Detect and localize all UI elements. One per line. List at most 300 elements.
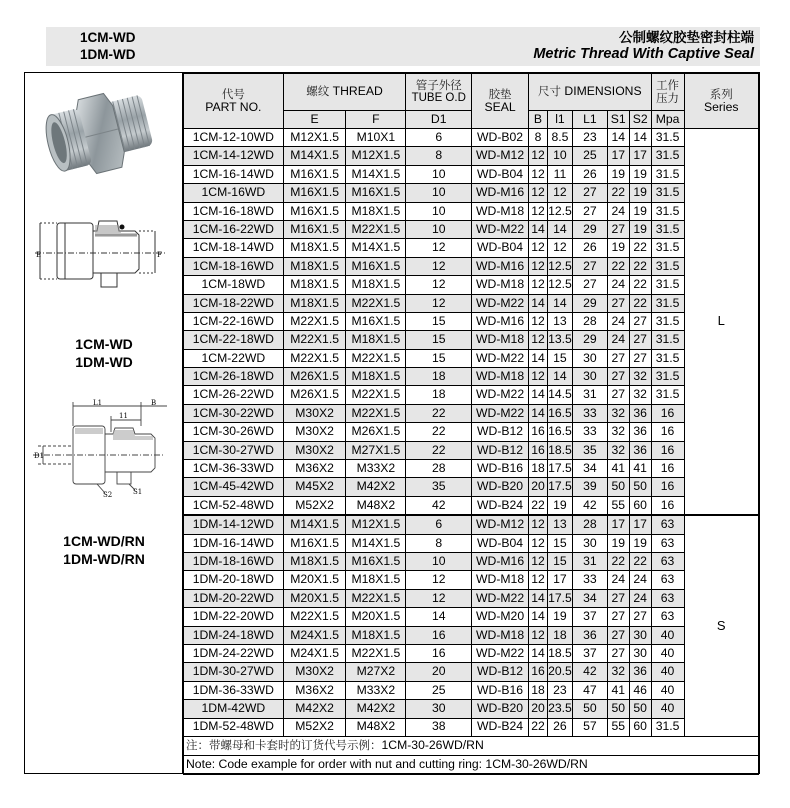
table-row bbox=[184, 644, 759, 662]
table-row bbox=[184, 608, 759, 626]
cell-dim-l1: 57 bbox=[572, 718, 607, 736]
cell-dim-s1: 27 bbox=[607, 644, 629, 662]
cell-thread-f: M27X1.5 bbox=[346, 441, 406, 459]
cell-dim-l1-small: 17.5 bbox=[547, 478, 572, 496]
cell-dim-l1: 31 bbox=[572, 386, 607, 404]
table-row bbox=[184, 257, 759, 275]
table-row bbox=[184, 441, 759, 459]
cell-thread-f: M48X2 bbox=[346, 496, 406, 515]
cell-dim-l1-small: 18 bbox=[547, 626, 572, 644]
cell-thread-f: M22X1.5 bbox=[346, 220, 406, 238]
cell-dim-s1: 19 bbox=[607, 534, 629, 552]
cell-thread-f: M22X1.5 bbox=[346, 589, 406, 607]
cell-thread-f: M18X1.5 bbox=[346, 571, 406, 589]
cell-thread-e: M26X1.5 bbox=[283, 368, 346, 386]
cell-pressure-mpa: 31.5 bbox=[651, 239, 684, 257]
cell-dim-s1: 41 bbox=[607, 681, 629, 699]
cell-part-no: 1DM-16-14WD bbox=[184, 534, 284, 552]
cell-seal: WD-M16 bbox=[472, 257, 529, 275]
cell-tube-d1: 12 bbox=[406, 276, 472, 294]
cell-part-no: 1CM-36-33WD bbox=[184, 460, 284, 478]
cell-thread-f: M26X1.5 bbox=[346, 423, 406, 441]
cell-dim-s1: 32 bbox=[607, 423, 629, 441]
spec-sheet bbox=[24, 72, 760, 774]
cell-dim-b: 12 bbox=[529, 202, 548, 220]
cell-dim-b: 12 bbox=[529, 368, 548, 386]
cell-tube-d1: 12 bbox=[406, 294, 472, 312]
cell-pressure-mpa: 31.5 bbox=[651, 147, 684, 165]
cell-dim-s2: 46 bbox=[629, 681, 651, 699]
cell-dim-l1: 39 bbox=[572, 478, 607, 496]
cell-dim-l1: 30 bbox=[572, 534, 607, 552]
cell-tube-d1: 30 bbox=[406, 700, 472, 718]
cell-dim-s2: 50 bbox=[629, 700, 651, 718]
model-codes bbox=[80, 29, 136, 63]
cell-dim-l1-small: 15 bbox=[547, 534, 572, 552]
header-dimensions: 尺寸 DIMENSIONS bbox=[529, 74, 652, 111]
cell-thread-e: M12X1.5 bbox=[283, 129, 346, 147]
table-row bbox=[184, 700, 759, 718]
cell-dim-s2: 30 bbox=[629, 644, 651, 662]
table-row bbox=[184, 220, 759, 238]
cell-dim-b: 12 bbox=[529, 239, 548, 257]
drawing-caption-wd: 1CM-WD 1DM-WD bbox=[75, 336, 133, 370]
cell-thread-f: M16X1.5 bbox=[346, 312, 406, 330]
subheader-l1-small: l1 bbox=[547, 111, 572, 129]
table-row bbox=[184, 460, 759, 478]
cell-pressure-mpa: 31.5 bbox=[651, 184, 684, 202]
cell-pressure-mpa: 63 bbox=[651, 552, 684, 570]
cell-pressure-mpa: 63 bbox=[651, 571, 684, 589]
cell-thread-e: M16X1.5 bbox=[283, 165, 346, 183]
cell-thread-f: M14X1.5 bbox=[346, 534, 406, 552]
cell-pressure-mpa: 31.5 bbox=[651, 220, 684, 238]
subheader-s1: S1 bbox=[607, 111, 629, 129]
cell-dim-s2: 17 bbox=[629, 515, 651, 534]
cell-thread-e: M22X1.5 bbox=[283, 331, 346, 349]
cell-dim-s2: 50 bbox=[629, 478, 651, 496]
cell-dim-l1-small: 13.5 bbox=[547, 331, 572, 349]
cell-dim-l1: 30 bbox=[572, 349, 607, 367]
cell-dim-s2: 19 bbox=[629, 184, 651, 202]
cell-pressure-mpa: 63 bbox=[651, 534, 684, 552]
cell-pressure-mpa: 16 bbox=[651, 460, 684, 478]
cell-pressure-mpa: 16 bbox=[651, 478, 684, 496]
cell-dim-l1-small: 12 bbox=[547, 239, 572, 257]
table-row bbox=[184, 294, 759, 312]
cell-dim-s1: 55 bbox=[607, 718, 629, 736]
cell-dim-l1: 27 bbox=[572, 184, 607, 202]
cell-thread-f: M18X1.5 bbox=[346, 368, 406, 386]
cell-thread-e: M30X2 bbox=[283, 404, 346, 422]
cell-tube-d1: 10 bbox=[406, 165, 472, 183]
cell-dim-s1: 50 bbox=[607, 700, 629, 718]
cell-tube-d1: 10 bbox=[406, 220, 472, 238]
cell-pressure-mpa: 31.5 bbox=[651, 276, 684, 294]
cell-dim-l1: 27 bbox=[572, 202, 607, 220]
cell-thread-f: M27X2 bbox=[346, 663, 406, 681]
cell-part-no: 1CM-26-18WD bbox=[184, 368, 284, 386]
cell-dim-l1: 27 bbox=[572, 257, 607, 275]
cell-dim-l1-small: 23.5 bbox=[547, 700, 572, 718]
table-row bbox=[184, 626, 759, 644]
cell-dim-b: 18 bbox=[529, 460, 548, 478]
cell-thread-e: M52X2 bbox=[283, 718, 346, 736]
cell-dim-l1-small: 12 bbox=[547, 184, 572, 202]
cell-thread-f: M18X1.5 bbox=[346, 331, 406, 349]
cell-dim-l1-small: 16.5 bbox=[547, 404, 572, 422]
cell-part-no: 1DM-24-22WD bbox=[184, 644, 284, 662]
cell-thread-f: M20X1.5 bbox=[346, 608, 406, 626]
cell-part-no: 1CM-18-16WD bbox=[184, 257, 284, 275]
cell-part-no: 1CM-18WD bbox=[184, 276, 284, 294]
cell-pressure-mpa: 31.5 bbox=[651, 257, 684, 275]
table-row bbox=[184, 534, 759, 552]
cell-dim-s1: 41 bbox=[607, 460, 629, 478]
table-row bbox=[184, 276, 759, 294]
cell-part-no: 1DM-14-12WD bbox=[184, 515, 284, 534]
cell-dim-b: 16 bbox=[529, 663, 548, 681]
cell-dim-l1: 26 bbox=[572, 165, 607, 183]
cell-tube-d1: 10 bbox=[406, 202, 472, 220]
cell-seal: WD-M22 bbox=[472, 220, 529, 238]
cell-dim-s1: 50 bbox=[607, 478, 629, 496]
cell-thread-f: M16X1.5 bbox=[346, 257, 406, 275]
cell-dim-l1: 26 bbox=[572, 239, 607, 257]
cell-thread-f: M22X1.5 bbox=[346, 294, 406, 312]
cell-dim-l1-small: 14 bbox=[547, 294, 572, 312]
cell-tube-d1: 35 bbox=[406, 478, 472, 496]
dimensions-table bbox=[183, 73, 759, 775]
cell-thread-e: M36X2 bbox=[283, 681, 346, 699]
subheader-s2: S2 bbox=[629, 111, 651, 129]
model-code: 1DM-WD bbox=[80, 47, 136, 62]
cell-dim-l1-small: 12.5 bbox=[547, 257, 572, 275]
cell-thread-e: M18X1.5 bbox=[283, 239, 346, 257]
cell-pressure-mpa: 40 bbox=[651, 663, 684, 681]
cell-dim-s1: 24 bbox=[607, 571, 629, 589]
cell-tube-d1: 20 bbox=[406, 663, 472, 681]
product-title bbox=[533, 29, 754, 63]
subheader-l1: L1 bbox=[572, 111, 607, 129]
cell-dim-l1: 35 bbox=[572, 441, 607, 459]
cell-thread-f: M42X2 bbox=[346, 700, 406, 718]
table-row bbox=[184, 331, 759, 349]
cell-dim-s2: 27 bbox=[629, 608, 651, 626]
cell-pressure-mpa: 40 bbox=[651, 644, 684, 662]
cell-thread-e: M20X1.5 bbox=[283, 589, 346, 607]
cell-tube-d1: 15 bbox=[406, 331, 472, 349]
cell-dim-s2: 36 bbox=[629, 423, 651, 441]
cell-dim-b: 12 bbox=[529, 257, 548, 275]
cell-seal: WD-B20 bbox=[472, 700, 529, 718]
cell-part-no: 1DM-42WD bbox=[184, 700, 284, 718]
cell-dim-s2: 30 bbox=[629, 626, 651, 644]
cell-dim-l1-small: 12.5 bbox=[547, 276, 572, 294]
cell-seal: WD-M18 bbox=[472, 368, 529, 386]
cell-dim-s1: 17 bbox=[607, 515, 629, 534]
cell-dim-l1: 31 bbox=[572, 552, 607, 570]
cell-dim-l1: 28 bbox=[572, 312, 607, 330]
cell-thread-e: M16X1.5 bbox=[283, 534, 346, 552]
cell-pressure-mpa: 16 bbox=[651, 404, 684, 422]
svg-text:S1: S1 bbox=[133, 488, 143, 496]
cell-pressure-mpa: 31.5 bbox=[651, 386, 684, 404]
cell-dim-s2: 22 bbox=[629, 257, 651, 275]
cell-dim-s2: 14 bbox=[629, 129, 651, 147]
header-series: 系列 Series bbox=[684, 74, 759, 129]
cell-thread-f: M18X1.5 bbox=[346, 626, 406, 644]
cell-part-no: 1CM-16-22WD bbox=[184, 220, 284, 238]
svg-text:B: B bbox=[151, 399, 157, 407]
table-row bbox=[184, 681, 759, 699]
cell-dim-s2: 41 bbox=[629, 460, 651, 478]
cell-thread-e: M22X1.5 bbox=[283, 608, 346, 626]
note-chinese: 注：带螺母和卡套时的订货代号示例：1CM-30-26WD/RN bbox=[184, 736, 759, 755]
cell-tube-d1: 12 bbox=[406, 571, 472, 589]
cell-dim-b: 12 bbox=[529, 147, 548, 165]
cell-seal: WD-B12 bbox=[472, 423, 529, 441]
table-row bbox=[184, 404, 759, 422]
cell-tube-d1: 22 bbox=[406, 423, 472, 441]
cell-seal: WD-B16 bbox=[472, 460, 529, 478]
cell-thread-e: M18X1.5 bbox=[283, 276, 346, 294]
cell-tube-d1: 6 bbox=[406, 129, 472, 147]
cell-thread-f: M14X1.5 bbox=[346, 165, 406, 183]
cell-dim-s1: 19 bbox=[607, 165, 629, 183]
header-tube-od: 管子外径 TUBE O.D bbox=[406, 74, 472, 111]
cell-dim-s2: 19 bbox=[629, 165, 651, 183]
cell-part-no: 1CM-16-14WD bbox=[184, 165, 284, 183]
svg-text:D1: D1 bbox=[34, 452, 45, 460]
cell-seal: WD-B04 bbox=[472, 165, 529, 183]
cell-seal: WD-B02 bbox=[472, 129, 529, 147]
svg-text:F: F bbox=[157, 251, 162, 259]
cell-seal: WD-M22 bbox=[472, 386, 529, 404]
cell-dim-l1: 28 bbox=[572, 515, 607, 534]
cell-dim-s2: 36 bbox=[629, 441, 651, 459]
cell-dim-b: 8 bbox=[529, 129, 548, 147]
cell-tube-d1: 22 bbox=[406, 441, 472, 459]
cell-dim-l1-small: 12.5 bbox=[547, 202, 572, 220]
cell-thread-e: M45X2 bbox=[283, 478, 346, 496]
cell-thread-f: M18X1.5 bbox=[346, 202, 406, 220]
cell-dim-l1-small: 14 bbox=[547, 220, 572, 238]
subheader-mpa: Mpa bbox=[651, 111, 684, 129]
cell-seal: WD-M22 bbox=[472, 644, 529, 662]
cell-thread-e: M22X1.5 bbox=[283, 312, 346, 330]
cell-pressure-mpa: 63 bbox=[651, 608, 684, 626]
cell-seal: WD-M12 bbox=[472, 147, 529, 165]
cell-thread-e: M30X2 bbox=[283, 663, 346, 681]
cell-pressure-mpa: 16 bbox=[651, 496, 684, 515]
table-row bbox=[184, 478, 759, 496]
cell-thread-f: M22X1.5 bbox=[346, 644, 406, 662]
cell-thread-e: M16X1.5 bbox=[283, 202, 346, 220]
note-row-english bbox=[184, 755, 759, 774]
cell-dim-l1: 23 bbox=[572, 129, 607, 147]
cell-seal: WD-B04 bbox=[472, 239, 529, 257]
cell-dim-s2: 32 bbox=[629, 368, 651, 386]
cell-dim-l1: 33 bbox=[572, 423, 607, 441]
cell-dim-s2: 19 bbox=[629, 202, 651, 220]
cell-dim-l1: 25 bbox=[572, 147, 607, 165]
cell-dim-l1-small: 15 bbox=[547, 552, 572, 570]
image-column bbox=[25, 73, 183, 773]
cell-thread-f: M16X1.5 bbox=[346, 184, 406, 202]
cell-dim-s2: 36 bbox=[629, 404, 651, 422]
cell-dim-l1: 29 bbox=[572, 331, 607, 349]
cell-pressure-mpa: 31.5 bbox=[651, 294, 684, 312]
cell-part-no: 1DM-24-18WD bbox=[184, 626, 284, 644]
cell-dim-s2: 22 bbox=[629, 294, 651, 312]
cell-part-no: 1CM-52-48WD bbox=[184, 496, 284, 515]
title-chinese: 公制螺纹胶垫密封柱端 bbox=[619, 30, 754, 45]
cell-thread-f: M12X1.5 bbox=[346, 147, 406, 165]
cell-pressure-mpa: 63 bbox=[651, 515, 684, 534]
cell-thread-f: M16X1.5 bbox=[346, 552, 406, 570]
cell-tube-d1: 10 bbox=[406, 184, 472, 202]
cell-dim-l1-small: 15 bbox=[547, 349, 572, 367]
svg-text:S2: S2 bbox=[103, 491, 113, 498]
cell-dim-s1: 55 bbox=[607, 496, 629, 515]
cross-section-drawing-icon bbox=[35, 213, 170, 293]
table-row bbox=[184, 552, 759, 570]
cell-dim-s1: 22 bbox=[607, 257, 629, 275]
cell-dim-s2: 19 bbox=[629, 220, 651, 238]
cell-dim-l1: 37 bbox=[572, 644, 607, 662]
cell-dim-l1: 29 bbox=[572, 220, 607, 238]
svg-text:L1: L1 bbox=[93, 399, 103, 407]
cell-dim-s2: 19 bbox=[629, 534, 651, 552]
cell-dim-b: 12 bbox=[529, 626, 548, 644]
cell-seal: WD-B12 bbox=[472, 441, 529, 459]
subheader-f: F bbox=[346, 111, 406, 129]
cell-dim-b: 14 bbox=[529, 349, 548, 367]
cell-dim-s1: 24 bbox=[607, 276, 629, 294]
cell-dim-s2: 22 bbox=[629, 552, 651, 570]
table-row bbox=[184, 202, 759, 220]
cell-dim-l1-small: 23 bbox=[547, 681, 572, 699]
title-english: Metric Thread With Captive Seal bbox=[533, 46, 754, 62]
cell-dim-s1: 27 bbox=[607, 220, 629, 238]
fitting-photo-icon bbox=[43, 81, 161, 181]
cell-dim-l1: 33 bbox=[572, 404, 607, 422]
cell-dim-l1: 36 bbox=[572, 626, 607, 644]
cell-pressure-mpa: 63 bbox=[651, 589, 684, 607]
cell-pressure-mpa: 31.5 bbox=[651, 129, 684, 147]
cell-thread-e: M52X2 bbox=[283, 496, 346, 515]
cell-seal: WD-M18 bbox=[472, 571, 529, 589]
cell-thread-f: M22X1.5 bbox=[346, 386, 406, 404]
cell-dim-s1: 27 bbox=[607, 349, 629, 367]
cell-dim-b: 12 bbox=[529, 331, 548, 349]
cell-dim-l1: 47 bbox=[572, 681, 607, 699]
cell-dim-l1: 33 bbox=[572, 571, 607, 589]
cell-dim-s1: 22 bbox=[607, 552, 629, 570]
title-band bbox=[46, 27, 760, 66]
cell-dim-l1-small: 19 bbox=[547, 608, 572, 626]
cell-seal: WD-M22 bbox=[472, 589, 529, 607]
cell-part-no: 1CM-22WD bbox=[184, 349, 284, 367]
cell-dim-l1: 34 bbox=[572, 589, 607, 607]
cell-dim-b: 14 bbox=[529, 294, 548, 312]
cell-thread-f: M33X2 bbox=[346, 460, 406, 478]
cell-part-no: 1CM-12-10WD bbox=[184, 129, 284, 147]
cell-seal: WD-M22 bbox=[472, 404, 529, 422]
cell-thread-f: M48X2 bbox=[346, 718, 406, 736]
cell-dim-s2: 60 bbox=[629, 718, 651, 736]
cell-part-no: 1CM-30-26WD bbox=[184, 423, 284, 441]
cell-seal: WD-M18 bbox=[472, 331, 529, 349]
cell-tube-d1: 8 bbox=[406, 147, 472, 165]
table-row bbox=[184, 589, 759, 607]
cell-pressure-mpa: 31.5 bbox=[651, 202, 684, 220]
cell-dim-s1: 14 bbox=[607, 129, 629, 147]
cell-seal: WD-B20 bbox=[472, 478, 529, 496]
cell-dim-s2: 22 bbox=[629, 276, 651, 294]
cell-dim-l1-small: 11 bbox=[547, 165, 572, 183]
svg-text:E: E bbox=[36, 251, 42, 259]
cell-tube-d1: 12 bbox=[406, 589, 472, 607]
cell-tube-d1: 18 bbox=[406, 368, 472, 386]
cell-dim-s2: 22 bbox=[629, 239, 651, 257]
cell-part-no: 1CM-16WD bbox=[184, 184, 284, 202]
cell-dim-l1-small: 26 bbox=[547, 718, 572, 736]
cell-pressure-mpa: 40 bbox=[651, 681, 684, 699]
cell-seal: WD-M22 bbox=[472, 294, 529, 312]
table-row bbox=[184, 184, 759, 202]
table-row bbox=[184, 663, 759, 681]
table-row bbox=[184, 349, 759, 367]
cell-dim-l1-small: 17 bbox=[547, 571, 572, 589]
cell-tube-d1: 16 bbox=[406, 626, 472, 644]
cell-tube-d1: 12 bbox=[406, 257, 472, 275]
cell-thread-e: M42X2 bbox=[283, 700, 346, 718]
cell-dim-s2: 24 bbox=[629, 589, 651, 607]
cell-seal: WD-M12 bbox=[472, 515, 529, 534]
cell-pressure-mpa: 31.5 bbox=[651, 718, 684, 736]
cell-thread-f: M12X1.5 bbox=[346, 515, 406, 534]
cell-dim-b: 12 bbox=[529, 165, 548, 183]
cell-part-no: 1DM-52-48WD bbox=[184, 718, 284, 736]
cell-dim-l1-small: 16.5 bbox=[547, 423, 572, 441]
cell-thread-e: M14X1.5 bbox=[283, 147, 346, 165]
cell-tube-d1: 25 bbox=[406, 681, 472, 699]
cell-seal: WD-B24 bbox=[472, 718, 529, 736]
cell-thread-e: M16X1.5 bbox=[283, 184, 346, 202]
cell-dim-s2: 17 bbox=[629, 147, 651, 165]
cell-dim-b: 14 bbox=[529, 644, 548, 662]
cell-part-no: 1DM-36-33WD bbox=[184, 681, 284, 699]
cell-part-no: 1CM-18-22WD bbox=[184, 294, 284, 312]
cell-dim-l1: 37 bbox=[572, 608, 607, 626]
cell-dim-l1: 30 bbox=[572, 368, 607, 386]
cell-dim-l1: 34 bbox=[572, 460, 607, 478]
cell-dim-s2: 32 bbox=[629, 386, 651, 404]
cell-part-no: 1CM-45-42WD bbox=[184, 478, 284, 496]
cell-dim-b: 12 bbox=[529, 534, 548, 552]
cell-part-no: 1DM-20-18WD bbox=[184, 571, 284, 589]
cell-thread-e: M14X1.5 bbox=[283, 515, 346, 534]
cell-tube-d1: 18 bbox=[406, 386, 472, 404]
cell-part-no: 1CM-18-14WD bbox=[184, 239, 284, 257]
cell-dim-s1: 27 bbox=[607, 589, 629, 607]
cell-pressure-mpa: 40 bbox=[651, 700, 684, 718]
cell-dim-b: 16 bbox=[529, 441, 548, 459]
cell-pressure-mpa: 31.5 bbox=[651, 165, 684, 183]
subheader-b: B bbox=[529, 111, 548, 129]
